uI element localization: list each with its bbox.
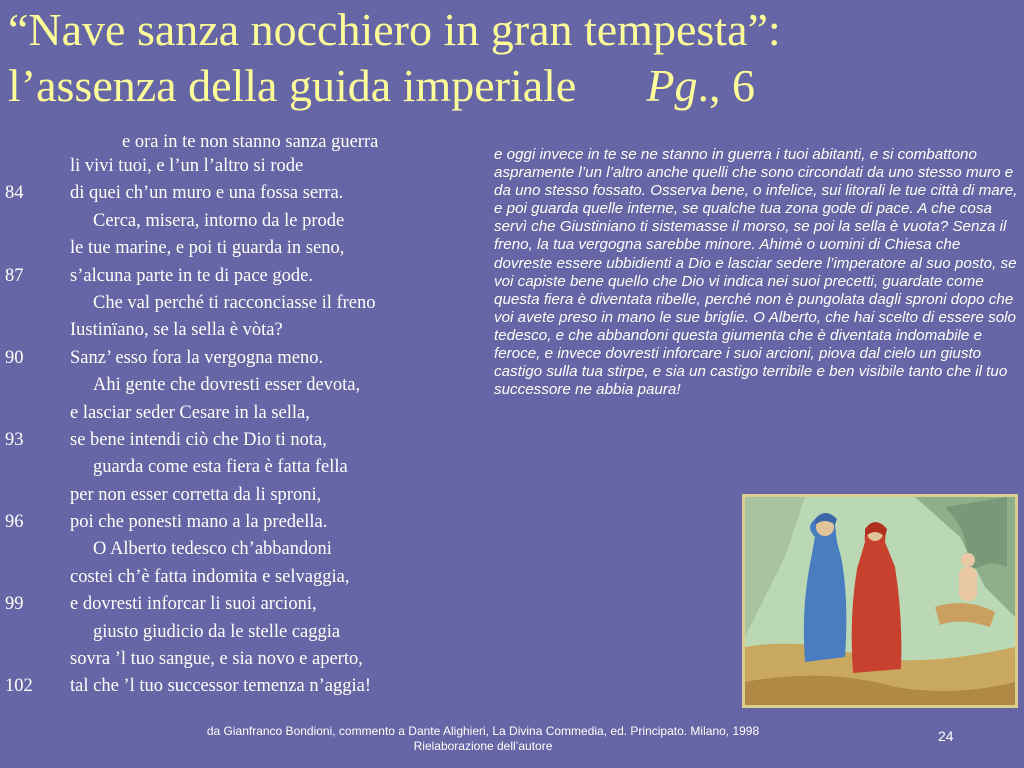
verse-line <box>0 482 470 509</box>
verse-line <box>0 372 470 399</box>
verse-text: le tue marine, e poi ti guarda in seno, <box>70 238 345 259</box>
verse-line <box>0 153 470 180</box>
title-canto-number: ., 6 <box>697 60 755 111</box>
verse-number: 93 <box>5 429 24 450</box>
verse-text: giusto giudicio da le stelle caggia <box>93 621 341 642</box>
verse-text: guarda come esta fiera è fatta fella <box>93 457 348 478</box>
verse-line <box>0 400 470 427</box>
verse-text: costei ch’è fatta indomita e selvaggia, <box>70 566 350 587</box>
verse-line <box>0 673 470 700</box>
verse-number: 96 <box>5 512 24 533</box>
verse-line <box>0 235 470 262</box>
verse-text: s’alcuna parte in te di pace gode. <box>70 265 313 286</box>
citation-footer <box>0 724 966 754</box>
verse-text: per non esser corretta da li sproni, <box>70 484 322 505</box>
verse-text: li vivi tuoi, e l’un l’altro si rode <box>70 156 304 176</box>
verse-line <box>0 427 470 454</box>
page-number: 24 <box>938 728 954 744</box>
citation-line-1: da Gianfranco Bondioni, commento a Dante Alighieri, La Divina Commedia, ed. Principato. Milano, 1998 <box>206 724 760 738</box>
verse-line <box>0 646 470 673</box>
verse-line <box>0 131 470 153</box>
title-line-2: l’assenza della guida imperiale <box>8 60 577 111</box>
verse-text: sovra ’l tuo sangue, e sia novo e aperto, <box>70 649 363 670</box>
slide-title <box>8 2 1018 114</box>
verse-line <box>0 208 470 235</box>
verse-line <box>0 591 470 618</box>
verse-number: 90 <box>5 347 24 368</box>
verse-text: poi che ponesti mano a la predella. <box>70 512 328 533</box>
verse-line <box>0 345 470 372</box>
citation-line-2: Rielaborazione dell’autore <box>413 739 553 753</box>
verse-line <box>0 180 470 207</box>
verse-text: se bene intendi ciò che Dio ti nota, <box>70 429 327 450</box>
verse-line <box>0 317 470 344</box>
verse-text: Che val perché ti racconciasse il freno <box>93 292 376 313</box>
verse-text: Cerca, misera, intorno da le prode <box>93 210 345 231</box>
poem-verses <box>0 131 470 701</box>
title-canto-abbrev: Pg <box>646 60 698 111</box>
verse-text: Iustinïano, se la sella è vòta? <box>70 320 283 341</box>
verse-line <box>0 619 470 646</box>
verse-line <box>0 454 470 481</box>
verse-number: 99 <box>5 594 24 615</box>
title-line-1: “Nave sanza nocchiero in gran tempesta”: <box>8 4 781 55</box>
prose-paraphrase: e oggi invece in te se ne stanno in guerra i tuoi abitanti, e si combattono aspramente l’un l’altro anche quelli che sono circondati da uno stesso muro e da uno stesso fossato. Osserva bene, o infelice, sui litorali le tue città di mare, e poi guarda quelle interne, se qualche tua zona gode di pace. A che cosa servì che Giustiniano ti sistemasse il morso, se poi la sella è vuota? Senza il freno, la tua vergogna sarebbe minore. Ahimè o uomini di Chiesa che dovreste essere ubbidienti a Dio e lasciar sedere l’imperatore al suo posto, se voi capiste bene quello che Dio vi indica nei suoi precetti, guardate come questa fiera è diventata ribelle, perché non è pungolata dagli sproni dopo che voi avete preso in mano le sue briglie. O Alberto, che hai scelto di essere solo tedesco, e che abbandoni questa giumenta che è diventata indomabile e feroce, e invece dovresti inforcare i suoi arcioni, piova dal cielo un giusto castigo sulla tua stirpe, e sia un castigo terribile e ben visibile tanto che il tuo successore ne abbia paura! <box>494 146 1018 399</box>
verse-text: tal che ’l tuo successor temenza n’aggia! <box>70 676 372 697</box>
illustration-dante-virgil <box>742 494 1018 708</box>
verse-number: 102 <box>5 676 33 697</box>
verse-text: Ahi gente che dovresti esser devota, <box>93 375 361 396</box>
verse-text: Sanz’ esso fora la vergogna meno. <box>70 347 324 368</box>
verse-line <box>0 564 470 591</box>
verse-number: 87 <box>5 265 24 286</box>
verse-line <box>0 509 470 536</box>
verse-line <box>0 536 470 563</box>
verse-line <box>0 263 470 290</box>
verse-text: di quei ch’un muro e una fossa serra. <box>70 183 344 204</box>
verse-text: e dovresti inforcar li suoi arcioni, <box>70 594 317 615</box>
verse-text: e lasciar seder Cesare in la sella, <box>70 402 310 423</box>
verse-number: 84 <box>5 183 24 204</box>
verse-text: e ora in te non stanno sanza guerra <box>122 132 379 152</box>
verse-line <box>0 290 470 317</box>
verse-text: O Alberto tedesco ch’abbandoni <box>93 539 332 560</box>
